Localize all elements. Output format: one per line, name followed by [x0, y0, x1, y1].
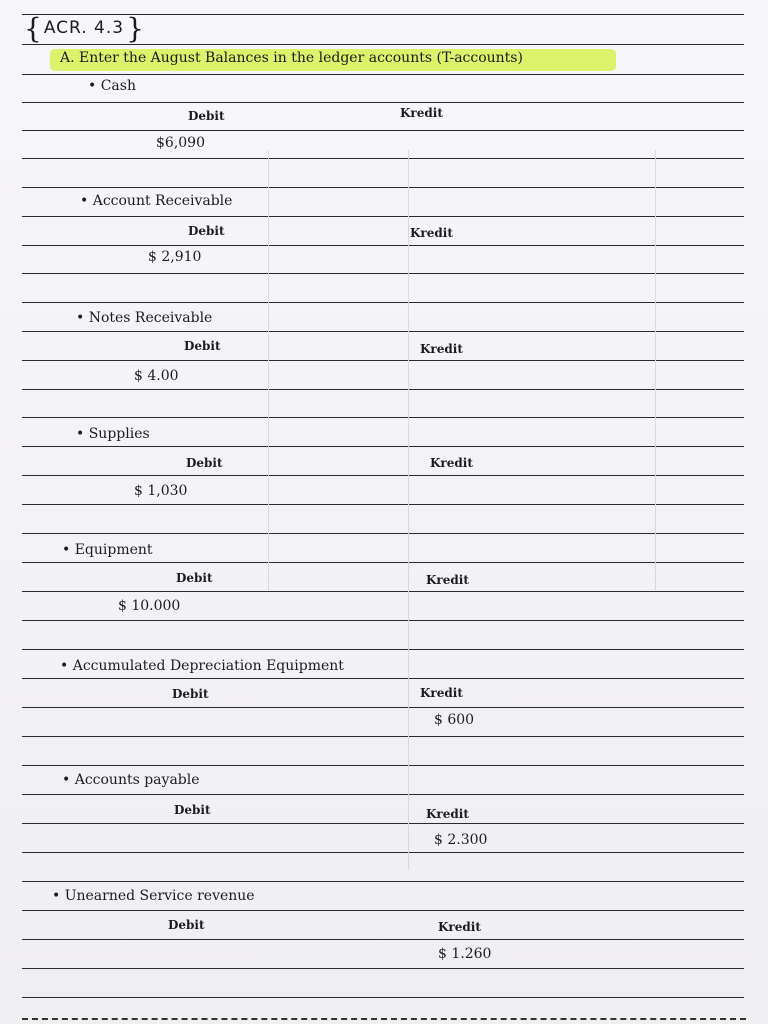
- account-title-notes-receivable: • Notes Receivable: [76, 310, 213, 326]
- debit-amount: $ 1,030: [134, 483, 188, 499]
- debit-amount: $ 10.000: [118, 598, 181, 614]
- ruled-line: [22, 968, 744, 969]
- ruled-line: [22, 881, 744, 882]
- credit-label: Kredit: [426, 807, 469, 821]
- credit-amount: $ 2.300: [434, 832, 488, 848]
- bleed-through-line: [655, 150, 656, 590]
- ruled-line: [22, 562, 744, 563]
- instruction-text: A. Enter the August Balances in the ledger accounts (T-accounts): [60, 50, 523, 66]
- ruled-line: [22, 273, 744, 274]
- credit-amount: $ 1.260: [438, 946, 492, 962]
- ruled-line: [22, 389, 744, 390]
- ruled-line: [22, 130, 744, 131]
- credit-label: Kredit: [438, 920, 481, 934]
- ruled-line: [22, 649, 744, 650]
- debit-label: Debit: [188, 224, 225, 238]
- credit-amount: $ 600: [434, 712, 475, 728]
- ruled-line: [22, 707, 744, 708]
- credit-label: Kredit: [426, 573, 469, 587]
- account-title-accounts-payable: • Accounts payable: [62, 772, 200, 788]
- ruled-line: [22, 331, 744, 332]
- ruled-line: [22, 910, 744, 911]
- debit-amount: $6,090: [156, 135, 205, 151]
- bleed-through-line: [408, 150, 409, 870]
- page-title: [24, 12, 144, 44]
- ruled-line: [22, 997, 744, 998]
- ruled-line: [22, 475, 744, 476]
- account-title-equipment: • Equipment: [62, 542, 153, 558]
- credit-label: Kredit: [430, 456, 473, 470]
- left-brace-glyph: {: [24, 11, 42, 45]
- ruled-line: [22, 245, 744, 246]
- ruled-line: [22, 446, 744, 447]
- credit-label: Kredit: [420, 342, 463, 356]
- right-brace-glyph: }: [126, 11, 144, 45]
- ruled-line: [22, 102, 744, 103]
- debit-label: Debit: [168, 918, 205, 932]
- ruled-line: [22, 533, 744, 534]
- notebook-binding-edge: [22, 1018, 746, 1020]
- ruled-line: [22, 302, 744, 303]
- title-text: ACR. 4.3: [43, 18, 125, 38]
- ruled-line: [22, 852, 744, 853]
- ruled-line: [22, 417, 744, 418]
- ruled-line: [22, 74, 744, 75]
- ruled-line: [22, 620, 744, 621]
- ruled-line: [22, 794, 744, 795]
- debit-label: Debit: [176, 571, 213, 585]
- ruled-line: [22, 678, 744, 679]
- ruled-line: [22, 216, 744, 217]
- account-title-unearned-service-revenue: • Unearned Service revenue: [52, 888, 255, 904]
- ruled-line: [22, 939, 744, 940]
- debit-label: Debit: [186, 456, 223, 470]
- debit-amount: $ 2,910: [148, 249, 202, 265]
- bleed-through-line: [268, 150, 269, 590]
- ruled-line: [22, 360, 744, 361]
- debit-label: Debit: [188, 109, 225, 123]
- debit-amount: $ 4.00: [134, 368, 179, 384]
- ruled-line: [22, 736, 744, 737]
- account-title-accumulated-depreciation: • Accumulated Depreciation Equipment: [60, 658, 344, 674]
- debit-label: Debit: [172, 687, 209, 701]
- ruled-line: [22, 765, 744, 766]
- ruled-line: [22, 823, 744, 824]
- debit-label: Debit: [174, 803, 211, 817]
- credit-label: Kredit: [420, 686, 463, 700]
- ruled-line: [22, 591, 744, 592]
- credit-label: Kredit: [400, 106, 443, 120]
- ruled-line: [22, 158, 744, 159]
- ruled-line: [22, 504, 744, 505]
- account-title-cash: • Cash: [88, 78, 136, 94]
- ruled-line: [22, 187, 744, 188]
- credit-label: Kredit: [410, 226, 453, 240]
- account-title-accounts-receivable: • Account Receivable: [80, 193, 233, 209]
- account-title-supplies: • Supplies: [76, 426, 150, 442]
- debit-label: Debit: [184, 339, 221, 353]
